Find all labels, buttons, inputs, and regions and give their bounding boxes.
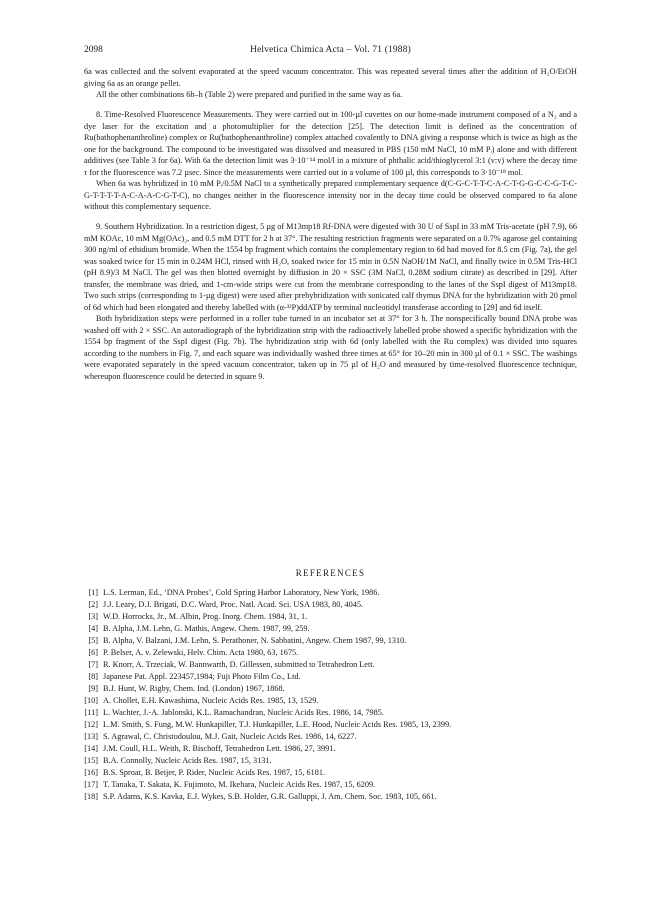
reference-text: L. Wachter, J.-A. Jablonski, K.L. Ramachandran, Nucleic Acids Res. 1986, 14, 7985. [103, 708, 384, 717]
reference-text: P. Belser, A. v. Zelewski, Helv. Chim. Acta 1980, 63, 1675. [103, 648, 299, 657]
reference-item [76, 695, 578, 707]
reference-item [76, 623, 578, 635]
reference-item [76, 743, 578, 755]
reference-item [76, 779, 578, 791]
reference-item [76, 683, 578, 695]
reference-item [76, 755, 578, 767]
reference-text: S. Agrawal, C. Christodoulou, M.J. Gait, Nucleic Acids Res. 1986, 14, 6227. [103, 732, 357, 741]
reference-item [76, 635, 578, 647]
reference-item [76, 647, 578, 659]
references-heading: REFERENCES [295, 568, 366, 578]
reference-list [76, 587, 578, 803]
reference-item [76, 791, 578, 803]
body-text [84, 66, 577, 382]
reference-text: Japanese Pat. Appl. 223457,1984; Fuji Photo Film Co., Ltd. [103, 672, 301, 681]
reference-item [76, 731, 578, 743]
reference-text: J.J. Leary, D.J. Brigati, D.C. Ward, Proc. Natl. Acad. Sci. USA 1983, 80, 4045. [103, 600, 364, 609]
reference-text: B.J. Hunt, W. Rigby, Chem. Ind. (London) 1967, 1868. [103, 684, 285, 693]
reference-text: B.A. Connolly, Nucleic Acids Res. 1987, 15, 3131. [103, 756, 272, 765]
reference-item [76, 707, 578, 719]
reference-text: A. Chollet, E.H. Kawashima, Nucleic Acids Res. 1985, 13, 1529. [103, 696, 319, 705]
paragraph: When 6a was hybridized in 10 mM Pᵢ/0.5M NaCl to a synthetically prepared complementary sequence d(C-G-C-T-T-C-A-C-T-G-G-C-C-G-T-C-G-T-T-T-T-A-C-A-A-C-G-T-C), no changes neither in the fluorescence intensity nor in the decay time could be observed compared to 6a alone without this complementary sequence. [84, 179, 577, 211]
reference-number: [6] [88, 648, 98, 657]
reference-item [76, 767, 578, 779]
reference-text: S.P. Adams, K.S. Kavka, E.J. Wykes, S.B. Holder, G.R. Galluppi, J. Am. Chem. Soc. 1983, 105, 661. [103, 792, 437, 801]
section-southern-hybridization: 9. Southern Hybridization. In a restriction digest, 5 µg of M13mp18 Rf-DNA were digested with 30 U of SspI in 33 mM Tris-acetate (pH 7.9), 66 mM KOAc, 10 mM Mg(OAc)₂, and 0.5 mM DTT for 2 h at 37°. The resulting restriction fragments were separated on a 0.7% agarose gel containing 300 ng/ml of ethidium bromide. When the 1554 bp fragment which contains the complementary region to 6d had moved for 8.5 cm (Fig. 7a), the gel was soaked twice for 15 min in 0.24M HCl, rinsed with H₂O, soaked twice for 15 min in 0.5N NaOH/1M NaCl, and finally twice in 0.5M Tris-HCl (pH 8.9)/3 M NaCl. The gel was then blotted overnight by diffusion in 20 × SSC (3M NaCl, 0.28M sodium citrate) as described in [29]. After transfer, the membrane was dried, and 1-cm-wide strips were cut from the membrane corresponding to the lanes of the SspI digest of M13mp18. Two such strips (corresponding to 1-µg digest) were used after prehybridization with sonicated calf thymus DNA for the hybridization with 20 pmol of 6d which had been elongated and thereby labelled with (α-³²P)ddATP by terminal nucleotidyl transferase according to [29] and 6d itself. [84, 222, 577, 312]
reference-item [76, 599, 578, 611]
reference-number: [13] [84, 732, 98, 741]
reference-text: J.M. Coull, H.L. Weith, R. Bischoff, Tetrahedron Lett. 1986, 27, 3991. [103, 744, 336, 753]
reference-number: [14] [84, 744, 98, 753]
reference-item [76, 587, 578, 599]
reference-number: [16] [84, 768, 98, 777]
reference-item [76, 671, 578, 683]
reference-text: L.M. Smith, S. Fung, M.W. Hunkapiller, T.J. Hunkapiller, L.E. Hood, Nucleic Acids Res. 1985, 13, 2399. [103, 720, 452, 729]
reference-text: R. Knorr, A. Trzeciak, W. Bannwarth, D. Gillessen, submitted to Tetrahedron Lett. [103, 660, 375, 669]
page-header [84, 44, 577, 58]
reference-number: [15] [84, 756, 98, 765]
reference-number: [17] [84, 780, 98, 789]
paragraph: 6a was collected and the solvent evaporated at the speed vacuum concentrator. This was repeated several times after the addition of H₂O/EtOH giving 6a as an orange pellet. [84, 67, 577, 88]
reference-number: [9] [88, 684, 98, 693]
reference-text: T. Tanaka, T. Sakata, K. Fujimoto, M. Ikehara, Nucleic Acids Res. 1987, 15, 6209. [103, 780, 376, 789]
reference-item [76, 719, 578, 731]
section-time-resolved-fluorescence: 8. Time-Resolved Fluorescence Measurements. They were carried out in 100-µl cuvettes on our home-made instrument composed of a N₂ and a dye laser for the excitation and a photomultiplier for the detection [25]. The detection limit is defined as the concentration of Ru(bathophenanthroline) complex or Ru(bathophenanthroline) complex attached covalently to DNA giving a response which is twice as high as the one for the background. The compound to be investigated was dissolved and measured in PBS (150 mM NaCl, 10 mM Pᵢ) alone and with different additives (see Table 3 for 6a). With 6a the detection limit was 3·10⁻¹⁴ mol/l in a mixture of phthalic acid/thioglycerol 3:1 (v:v) where the decay time τ for the fluorescence was 7.2 µsec. Since the measurements were carried out in a volume of 100 µl, this corresponds to 3·10⁻¹⁸ mol. [84, 110, 577, 177]
reference-number: [11] [84, 708, 98, 717]
paragraph: All the other combinations 6b–h (Table 2) were prepared and purified in the same way as 6a. [96, 90, 403, 99]
reference-number: [4] [88, 624, 98, 633]
reference-number: [5] [88, 636, 98, 645]
running-title: Helvetica Chimica Acta – Vol. 71 (1988) [250, 45, 411, 55]
reference-text: B. Alpha, J.M. Lehn, G. Mathis, Angew. Chem. 1987, 99, 259. [103, 624, 310, 633]
reference-number: [12] [84, 720, 98, 729]
reference-text: W.D. Horrocks, Jr., M. Albin, Prog. Inorg. Chem. 1984, 31, 1. [103, 612, 308, 621]
reference-text: L.S. Lerman, Ed., ‘DNA Probes’, Cold Spring Harbor Laboratory, New York, 1986. [103, 588, 380, 597]
reference-number: [3] [88, 612, 98, 621]
reference-number: [18] [84, 792, 98, 801]
reference-number: [7] [88, 660, 98, 669]
reference-text: B. Alpha, V. Balzani, J.M. Lehn, S. Perathoner, N. Sabbatini, Angew. Chem 1987, 99, 1310. [103, 636, 407, 645]
page-number: 2098 [84, 45, 103, 55]
paragraph: Both hybridization steps were performed in a roller tube turned in an incubator set at 37° for 3 h. The nonspecifically bound DNA probe was washed off with 2 × SSC. An autoradiograph of the hybridization strip with the radioactively labelled probe showed a specific hybridization with the 1554 bp fragment of the SspI digest (Fig. 7b). The hybridization strip with 6d (only labelled with the Ru complex) was divided into squares according to the numbers in Fig. 7, and each square was individually washed three times at 65° for 10–20 min in 300 µl of 0.1 × SSC. The washings were evaporated separately in the speed vacuum concentrator, taken up in 75 µl of H₂O and measured by time-resolved fluorescence technique, whereupon fluorescence could be detected in square 9. [84, 314, 577, 381]
reference-number: [2] [88, 600, 98, 609]
reference-item [76, 611, 578, 623]
reference-number: [1] [88, 588, 98, 597]
reference-text: B.S. Sproat, B. Beijer, P. Rider, Nucleic Acids Res. 1987, 15, 6181. [103, 768, 326, 777]
reference-number: [10] [84, 696, 98, 705]
reference-item [76, 659, 578, 671]
reference-number: [8] [88, 672, 98, 681]
